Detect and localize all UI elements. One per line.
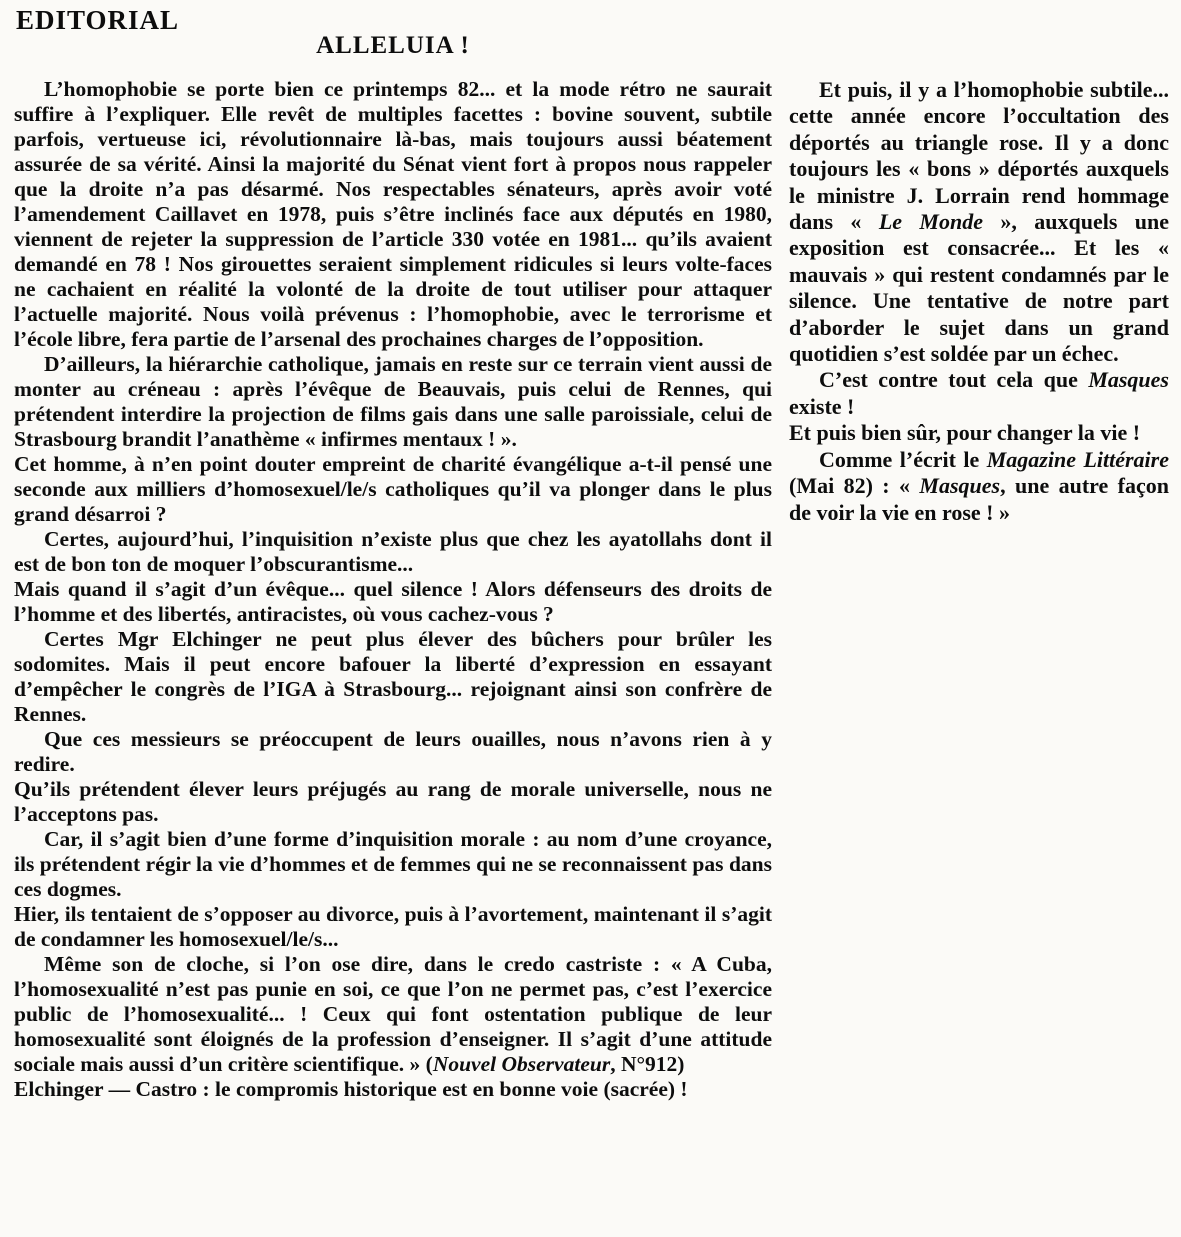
- italic-text-run: Nouvel Observateur: [432, 1052, 611, 1076]
- paragraph: [14, 527, 772, 577]
- text-run: Certes, aujourd’hui, l’inquisition n’existe plus que chez les ayatollahs dont il est de bon ton de moquer l’obscurantisme...: [14, 527, 772, 576]
- text-run: C’est contre tout cela que: [819, 367, 1089, 393]
- paragraph: [14, 827, 772, 902]
- paragraph: [14, 627, 772, 727]
- text-run: Hier, ils tentaient de s’opposer au divorce, puis à l’avortement, maintenant il s’agit de condamner les homosexuel/le/s...: [14, 902, 772, 951]
- page-title: ALLELUIA !: [316, 32, 470, 59]
- text-run: », auxquels une exposition est consacrée... Et les « mauvais » qui restent condamnés par le silence. Une tentative de notre part d’aborder le sujet dans un grand quotidien s’est soldée par un échec.: [789, 209, 1169, 367]
- italic-text-run: Magazine Littéraire: [986, 446, 1169, 472]
- text-run: Que ces messieurs se préoccupent de leurs ouailles, nous n’avons rien à y redire.: [14, 727, 772, 776]
- paragraph: [789, 367, 1169, 420]
- paragraph: [14, 77, 772, 352]
- text-run: Elchinger — Castro : le compromis historique est en bonne voie (sacrée) !: [14, 1077, 688, 1101]
- text-run: Mais quand il s’agit d’un évêque... quel silence ! Alors défenseurs des droits de l’homme et des libertés, antiracistes, où vous cachez-vous ?: [14, 577, 772, 626]
- text-run: , N°912): [610, 1052, 685, 1076]
- italic-text-run: Le Monde: [878, 209, 983, 235]
- text-run: Et puis bien sûr, pour changer la vie !: [789, 420, 1141, 446]
- paragraph: [789, 420, 1169, 446]
- paragraph: [14, 777, 772, 827]
- section-kicker: EDITORIAL: [16, 5, 180, 35]
- text-run: Certes Mgr Elchinger ne peut plus élever des bûchers pour brûler les sodomites. Mais il peut encore bafouer la liberté d’expression en essayant d’empêcher le congrès de l’IGA à Strasbourg... rejoignant ainsi son confrère de Rennes.: [14, 627, 772, 726]
- paragraph: [14, 452, 772, 527]
- text-run: existe !: [789, 393, 855, 419]
- right-column: [789, 77, 1169, 526]
- text-run: Car, il s’agit bien d’une forme d’inquisition morale : au nom d’une croyance, ils prétendent régir la vie d’hommes et de femmes qui ne se reconnaissent pas dans ces dogmes.: [14, 827, 772, 901]
- italic-text-run: Masques: [1088, 367, 1169, 393]
- paragraph: [789, 447, 1169, 526]
- text-run: Et puis, il y a l’homophobie subtile... cette année encore l’occultation des déportés au triangle rose. Il y a donc toujours les « bons » déportés auxquels le ministre J. Lorrain rend hommage dans «: [789, 77, 1169, 235]
- text-run: Même son de cloche, si l’on ose dire, dans le credo castriste : « A Cuba, l’homosexualité n’est pas punie en soi, ce que l’on ne permet pas, c’est l’exercice public de l’homosexualité... ! Ceux qui font ostentation publique de leur homosexualité sont éloignés de la profession d’enseigner. Il s’agit d’une attitude sociale mais aussi d’un critère scientifique. » (: [14, 952, 772, 1076]
- paragraph: [789, 77, 1169, 367]
- paragraph: [14, 577, 772, 627]
- text-run: L’homophobie se porte bien ce printemps 82... et la mode rétro ne saurait suffire à l’expliquer. Elle revêt de multiples facettes : bovine souvent, subtile parfois, vertueuse ici, révolutionnaire là-bas, mais toujours aussi béatement assurée de sa vérité. Ainsi la majorité du Sénat vient fort à propos nous rappeler que la droite n’a pas désarmé. Nos respectables sénateurs, après avoir voté l’amendement Caillavet en 1978, puis s’être inclinés face aux députés en 1980, viennent de rejeter la suppression de l’article 330 votée en 1981... qu’ils avaient demandé en 78 ! Nos girouettes seraient simplement ridicules si leurs volte-faces ne cachaient en réalité la volonté de la droite de tout utiliser pour attaquer l’actuelle majorité. Nous voilà prévenus : l’homophobie, avec le terrorisme et l’école libre, fera partie de l’arsenal des prochaines charges de l’opposition.: [14, 77, 772, 351]
- paragraph: [14, 902, 772, 952]
- text-run: D’ailleurs, la hiérarchie catholique, jamais en reste sur ce terrain vient aussi de monter au créneau : après l’évêque de Beauvais, puis celui de Rennes, qui prétendent interdire la projection de films gais dans une salle paroissiale, celui de Strasbourg brandit l’anathème « infirmes mentaux ! ».: [14, 352, 772, 451]
- text-run: Cet homme, à n’en point douter empreint de charité évangélique a-t-il pensé une seconde aux milliers d’homosexuel/le/s catholiques qu’il va plonger dans le plus grand désarroi ?: [14, 452, 772, 526]
- left-column: [14, 77, 772, 1102]
- text-run: Qu’ils prétendent élever leurs préjugés au rang de morale universelle, nous ne l’acceptons pas.: [14, 777, 772, 826]
- paragraph: [14, 952, 772, 1077]
- paragraph: [14, 1077, 772, 1102]
- text-run: Comme l’écrit le: [819, 446, 987, 472]
- italic-text-run: Masques: [919, 473, 1001, 499]
- text-run: (Mai 82) : «: [789, 473, 920, 499]
- paragraph: [14, 352, 772, 452]
- text-run: , une autre façon de voir la vie en rose ! »: [789, 473, 1170, 525]
- paragraph: [14, 727, 772, 777]
